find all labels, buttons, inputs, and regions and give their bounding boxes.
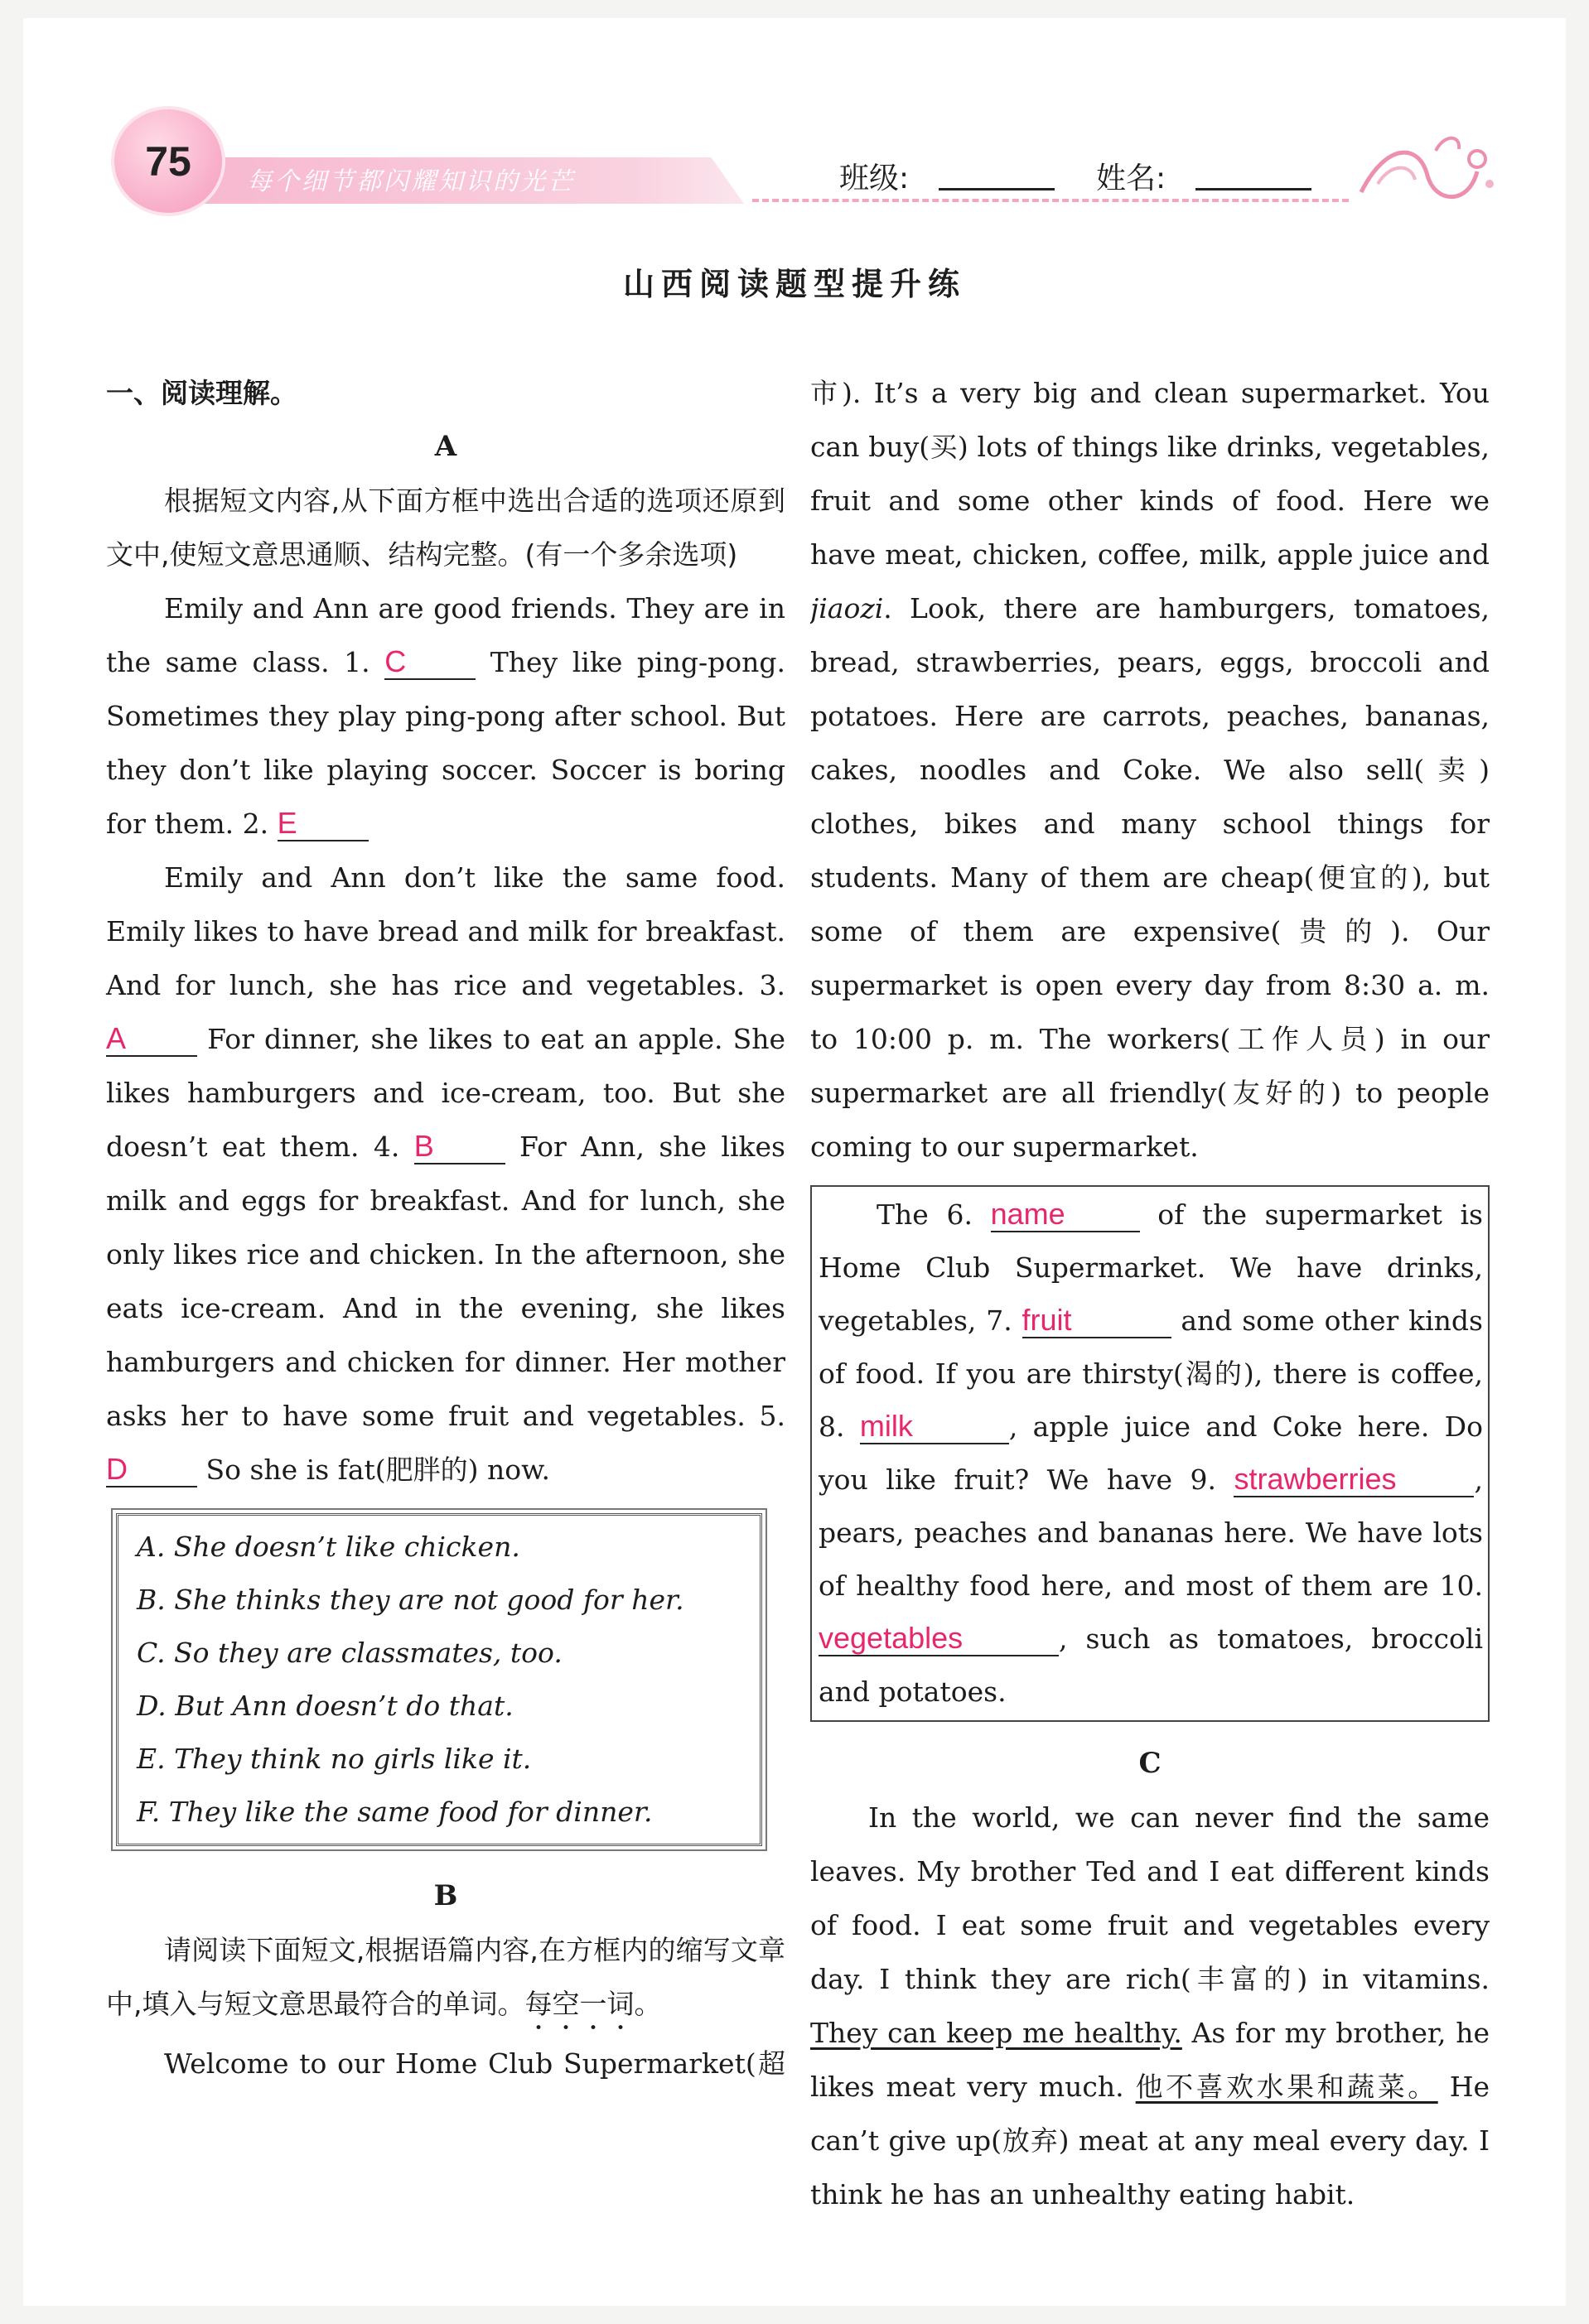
answer-blank-6[interactable]: name xyxy=(991,1198,1140,1232)
answer-blank-3[interactable]: A xyxy=(106,1022,197,1057)
section-b-title: B xyxy=(433,1879,458,1912)
header-slogan: 每个细节都闪耀知识的光芒 xyxy=(247,167,575,196)
section-b-passage-continued: 市). It’s a very big and clean supermarket. You can buy(买) lots of things like drinks, vegetables, fruit and some other kinds of food. Here we have meat, chicken, coffee, milk, apple juice and jiaozi. Look, there are hamburgers, tomatoes, bread, strawberries, pears, eggs, broccoli and potatoes. Here are carrots, peaches, bananas, cakes, noodles and Coke. We also sell(卖) clothes, bikes and many school things for students. Many of them are cheap(便宜的), but some of them are expensive(贵的). Our supermarket is open every day from 8:30 a. m. to 10:00 p. m. The workers(工作人员) in our supermarket are all friendly(友好的) to people coming to our supermarket. xyxy=(810,377,1490,1163)
option-b: B. She thinks they are not good for her. xyxy=(137,1584,684,1616)
right-column xyxy=(810,366,1490,2221)
section-a-instruction: 根据短文内容,从下面方框中选出合适的选项还原到文中,使短文意思通顺、结构完整。(有一个多余选项) xyxy=(106,485,785,571)
options-box xyxy=(116,1513,762,1846)
summary-text: The 6. name of the supermarket is Home Club Supermarket. We have drinks, vegetables, 7. fruit and some other kinds of food. If you are thirsty(渴的), there is coffee, 8. milk , apple juice and Coke here. Do you like fruit? We have 9. strawberries , pears, peaches and bananas here. We have lots of healthy food here, and most of them are 10. vegetables , such as tomatoes, broccoli and potatoes. xyxy=(819,1197,1483,1708)
section-a-paragraph-2: Emily and Ann don’t like the same food. Emily likes to have bread and milk for breakfast. And for lunch, she has rice and vegetables. 3. A For dinner, she likes to eat an apple. She likes hamburgers and ice-cream, too. But she doesn’t eat them. 4. B For Ann, she likes milk and eggs for breakfast. And for lunch, she only likes rice and chicken. In the afternoon, she eats ice-cream. And in the evening, she likes hamburgers and chicken for dinner. Her mother asks her to have some fruit and vegetables. 5. D So she is fat(肥胖的) now. xyxy=(106,861,785,1486)
section-b-instruction: 请阅读下面短文,根据语篇内容,在方框内的缩写文章中,填入与短文意思最符合的单词。每空一词。 xyxy=(106,1934,785,2020)
underlined-sentence-2: 他不喜欢水果和蔬菜。 xyxy=(1135,2071,1438,2103)
answer-blank-5[interactable]: D xyxy=(106,1453,197,1487)
left-column xyxy=(106,366,785,2090)
answer-blank-4[interactable]: B xyxy=(414,1130,505,1164)
page-title: 山西阅读题型提升练 xyxy=(622,266,966,302)
summary-box xyxy=(810,1185,1490,1722)
section-c-passage: In the world, we can never find the same leaves. My brother Ted and I eat different kinds of food. I eat some fruit and vegetables every day. I think they are rich(丰富的) in vitamins. They can keep me healthy. As for my brother, he likes meat very much. 他不喜欢水果和蔬菜。 He can’t give up(放弃) meat at any meal every day. I think he has an unhealthy eating habit. xyxy=(810,1801,1490,2211)
name-label: 姓名: xyxy=(1096,162,1166,195)
answer-blank-9[interactable]: strawberries xyxy=(1234,1463,1474,1497)
answer-blank-7[interactable]: fruit xyxy=(1022,1304,1171,1338)
underlined-sentence-1: They can keep me healthy. xyxy=(810,2017,1182,2049)
workbook-page xyxy=(23,18,1566,2306)
class-blank xyxy=(939,188,1055,190)
page-number: 75 xyxy=(114,109,222,213)
option-a: A. She doesn’t like chicken. xyxy=(137,1531,520,1563)
option-f: F. They like the same food for dinner. xyxy=(137,1796,653,1828)
option-d: D. But Ann doesn’t do that. xyxy=(137,1690,514,1722)
answer-blank-8[interactable]: milk xyxy=(860,1410,1009,1444)
answer-blank-1[interactable]: C xyxy=(384,645,476,680)
answer-blank-10[interactable]: vegetables xyxy=(819,1622,1059,1656)
option-c: C. So they are classmates, too. xyxy=(137,1637,563,1669)
option-e: E. They think no girls like it. xyxy=(137,1743,532,1775)
class-label: 班级: xyxy=(839,162,910,195)
section-b-passage: Welcome to our Home Club Supermarket(超 xyxy=(164,2047,785,2080)
section-c-title: C xyxy=(1138,1747,1162,1780)
name-blank xyxy=(1195,188,1311,190)
answer-blank-2[interactable]: E xyxy=(278,807,369,841)
flourish-ornament-icon xyxy=(1353,126,1502,217)
section-a-paragraph-1: Emily and Ann are good friends. They are in the same class. 1. C They like ping-pong. Sometimes they play ping-pong after school. But they don’t like playing soccer. Soccer is boring for them. 2. E xyxy=(106,592,785,840)
part-heading: 一、阅读理解。 xyxy=(106,377,297,409)
header-dashed-divider xyxy=(752,199,1349,202)
section-a-title: A xyxy=(434,430,457,463)
